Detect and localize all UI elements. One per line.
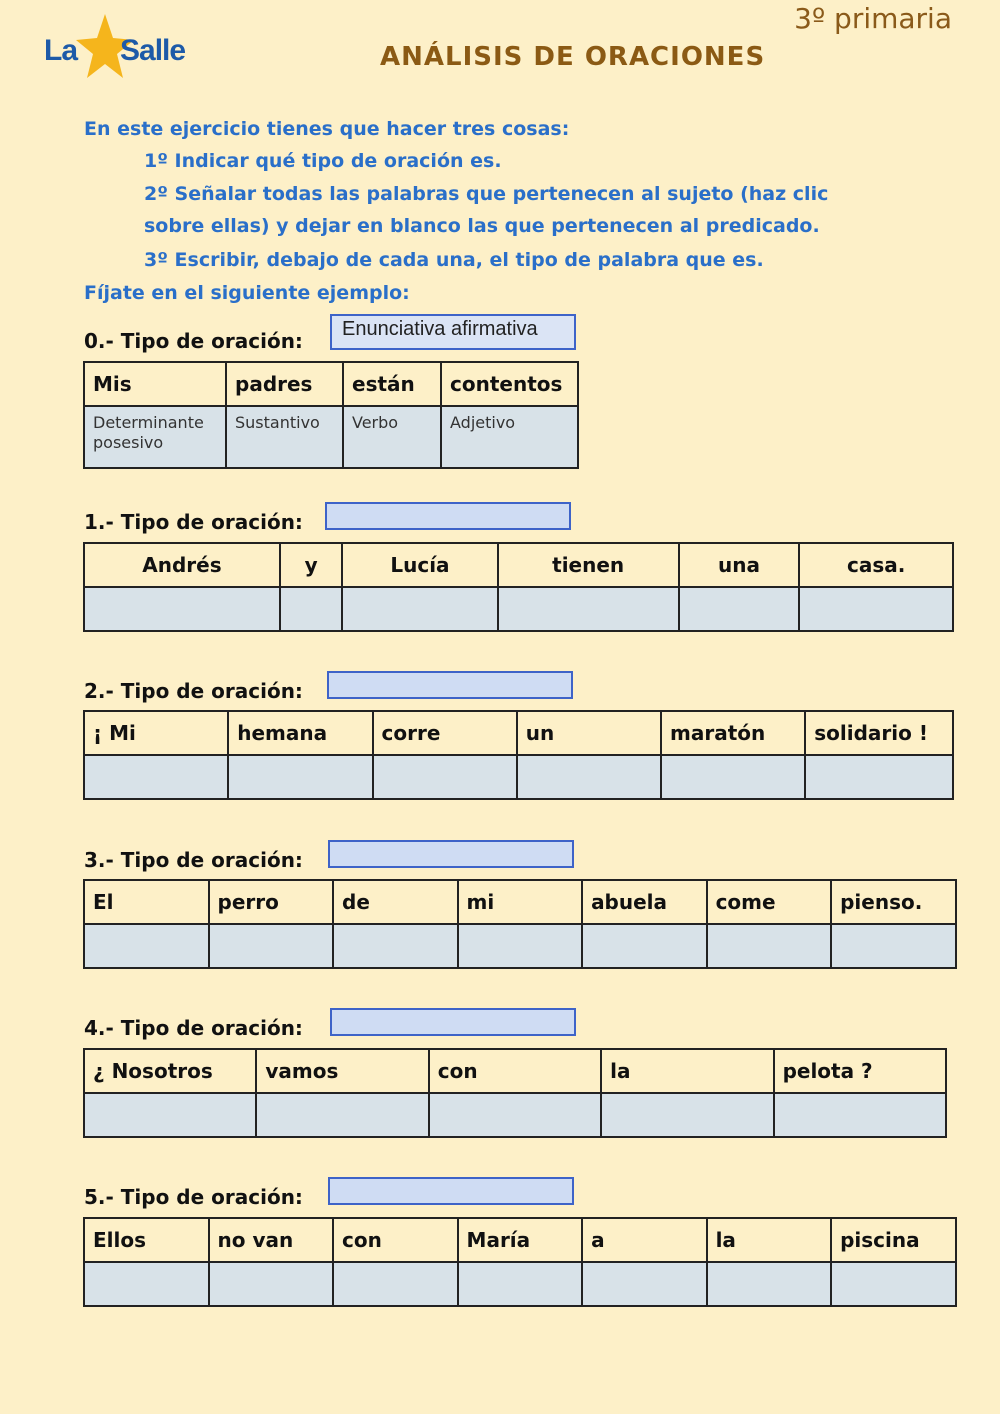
word-cell[interactable]: un bbox=[517, 711, 661, 755]
example-word: Mis bbox=[84, 362, 226, 406]
logo-text-salle: Salle bbox=[120, 34, 186, 67]
word-cell[interactable]: de bbox=[333, 880, 458, 924]
example-label: 0.- Tipo de oración: bbox=[84, 329, 303, 353]
exercise-3-table bbox=[83, 879, 957, 969]
word-type-input[interactable] bbox=[373, 755, 517, 799]
word-cell[interactable]: a bbox=[582, 1218, 707, 1262]
word-type-input[interactable] bbox=[774, 1093, 946, 1137]
word-type-input[interactable] bbox=[333, 1262, 458, 1306]
word-cell[interactable]: perro bbox=[209, 880, 334, 924]
example-type: Determinante posesivo bbox=[84, 406, 226, 468]
example-note: Fíjate en el siguiente ejemplo: bbox=[84, 282, 410, 304]
instructions-step-3: 3º Escribir, debajo de cada una, el tipo de palabra que es. bbox=[144, 249, 764, 271]
word-cell[interactable]: abuela bbox=[582, 880, 707, 924]
example-answer-field: Enunciativa afirmativa bbox=[330, 314, 576, 350]
word-type-input[interactable] bbox=[582, 1262, 707, 1306]
exercise-5-table bbox=[83, 1217, 957, 1307]
word-type-input[interactable] bbox=[280, 587, 342, 631]
la-salle-logo bbox=[44, 14, 204, 80]
word-cell[interactable]: con bbox=[429, 1049, 601, 1093]
word-cell[interactable]: come bbox=[707, 880, 832, 924]
word-type-input[interactable] bbox=[209, 1262, 334, 1306]
word-type-input[interactable] bbox=[582, 924, 707, 968]
word-cell[interactable]: hemana bbox=[228, 711, 372, 755]
word-cell[interactable]: mi bbox=[458, 880, 583, 924]
exercise-2-table bbox=[83, 710, 954, 800]
word-type-input[interactable] bbox=[228, 755, 372, 799]
word-type-input[interactable] bbox=[458, 1262, 583, 1306]
word-type-input[interactable] bbox=[831, 924, 956, 968]
exercise-5-label: 5.- Tipo de oración: bbox=[84, 1185, 303, 1209]
word-type-input[interactable] bbox=[679, 587, 800, 631]
instructions-step-2a: 2º Señalar todas las palabras que pertenecen al sujeto (haz clic bbox=[144, 183, 829, 205]
instructions-intro: En este ejercicio tienes que hacer tres cosas: bbox=[84, 118, 570, 140]
exercise-1-table bbox=[83, 542, 954, 632]
word-cell[interactable]: Ellos bbox=[84, 1218, 209, 1262]
word-type-input[interactable] bbox=[601, 1093, 773, 1137]
word-cell[interactable]: pelota ? bbox=[774, 1049, 946, 1093]
word-type-input[interactable] bbox=[84, 924, 209, 968]
grade-label: 3º primaria bbox=[794, 2, 952, 35]
word-cell[interactable]: El bbox=[84, 880, 209, 924]
example-type: Verbo bbox=[343, 406, 441, 468]
word-type-input[interactable] bbox=[209, 924, 334, 968]
example-word: están bbox=[343, 362, 441, 406]
word-cell[interactable]: casa. bbox=[799, 543, 953, 587]
logo-text-la: La bbox=[44, 34, 78, 67]
word-type-input[interactable] bbox=[458, 924, 583, 968]
word-type-input[interactable] bbox=[84, 587, 280, 631]
word-cell[interactable]: corre bbox=[373, 711, 517, 755]
word-cell[interactable]: maratón bbox=[661, 711, 805, 755]
exercise-3-label: 3.- Tipo de oración: bbox=[84, 848, 303, 872]
example-table bbox=[83, 361, 579, 469]
instructions-step-1: 1º Indicar qué tipo de oración es. bbox=[144, 150, 502, 172]
word-type-input[interactable] bbox=[429, 1093, 601, 1137]
word-cell[interactable]: María bbox=[458, 1218, 583, 1262]
exercise-3-type-input[interactable] bbox=[328, 840, 574, 868]
word-type-input[interactable] bbox=[84, 1093, 256, 1137]
word-cell[interactable]: piscina bbox=[831, 1218, 956, 1262]
word-cell[interactable]: la bbox=[707, 1218, 832, 1262]
instructions-step-2b: sobre ellas) y dejar en blanco las que pertenecen al predicado. bbox=[144, 215, 820, 237]
exercise-2-label: 2.- Tipo de oración: bbox=[84, 679, 303, 703]
example-word: contentos bbox=[441, 362, 578, 406]
page-title: ANÁLISIS DE ORACIONES bbox=[380, 42, 766, 72]
exercise-4-type-input[interactable] bbox=[330, 1008, 576, 1036]
word-type-input[interactable] bbox=[498, 587, 679, 631]
example-type: Sustantivo bbox=[226, 406, 343, 468]
word-type-input[interactable] bbox=[661, 755, 805, 799]
exercise-4-label: 4.- Tipo de oración: bbox=[84, 1016, 303, 1040]
word-type-input[interactable] bbox=[333, 924, 458, 968]
word-type-input[interactable] bbox=[707, 1262, 832, 1306]
exercise-1-label: 1.- Tipo de oración: bbox=[84, 510, 303, 534]
word-cell[interactable]: y bbox=[280, 543, 342, 587]
word-cell[interactable]: no van bbox=[209, 1218, 334, 1262]
exercise-1-type-input[interactable] bbox=[325, 502, 571, 530]
word-type-input[interactable] bbox=[84, 755, 228, 799]
example-type: Adjetivo bbox=[441, 406, 578, 468]
word-cell[interactable]: pienso. bbox=[831, 880, 956, 924]
word-cell[interactable]: con bbox=[333, 1218, 458, 1262]
word-cell[interactable]: ¡ Mi bbox=[84, 711, 228, 755]
word-type-input[interactable] bbox=[805, 755, 953, 799]
word-cell[interactable]: ¿ Nosotros bbox=[84, 1049, 256, 1093]
word-cell[interactable]: vamos bbox=[256, 1049, 428, 1093]
word-cell[interactable]: la bbox=[601, 1049, 773, 1093]
word-cell[interactable]: tienen bbox=[498, 543, 679, 587]
word-cell[interactable]: Andrés bbox=[84, 543, 280, 587]
exercise-4-table bbox=[83, 1048, 947, 1138]
word-cell[interactable]: una bbox=[679, 543, 800, 587]
word-type-input[interactable] bbox=[84, 1262, 209, 1306]
word-cell[interactable]: solidario ! bbox=[805, 711, 953, 755]
word-type-input[interactable] bbox=[799, 587, 953, 631]
word-type-input[interactable] bbox=[831, 1262, 956, 1306]
word-type-input[interactable] bbox=[342, 587, 497, 631]
word-type-input[interactable] bbox=[707, 924, 832, 968]
word-cell[interactable]: Lucía bbox=[342, 543, 497, 587]
exercise-2-type-input[interactable] bbox=[327, 671, 573, 699]
word-type-input[interactable] bbox=[256, 1093, 428, 1137]
exercise-5-type-input[interactable] bbox=[328, 1177, 574, 1205]
word-type-input[interactable] bbox=[517, 755, 661, 799]
example-word: padres bbox=[226, 362, 343, 406]
